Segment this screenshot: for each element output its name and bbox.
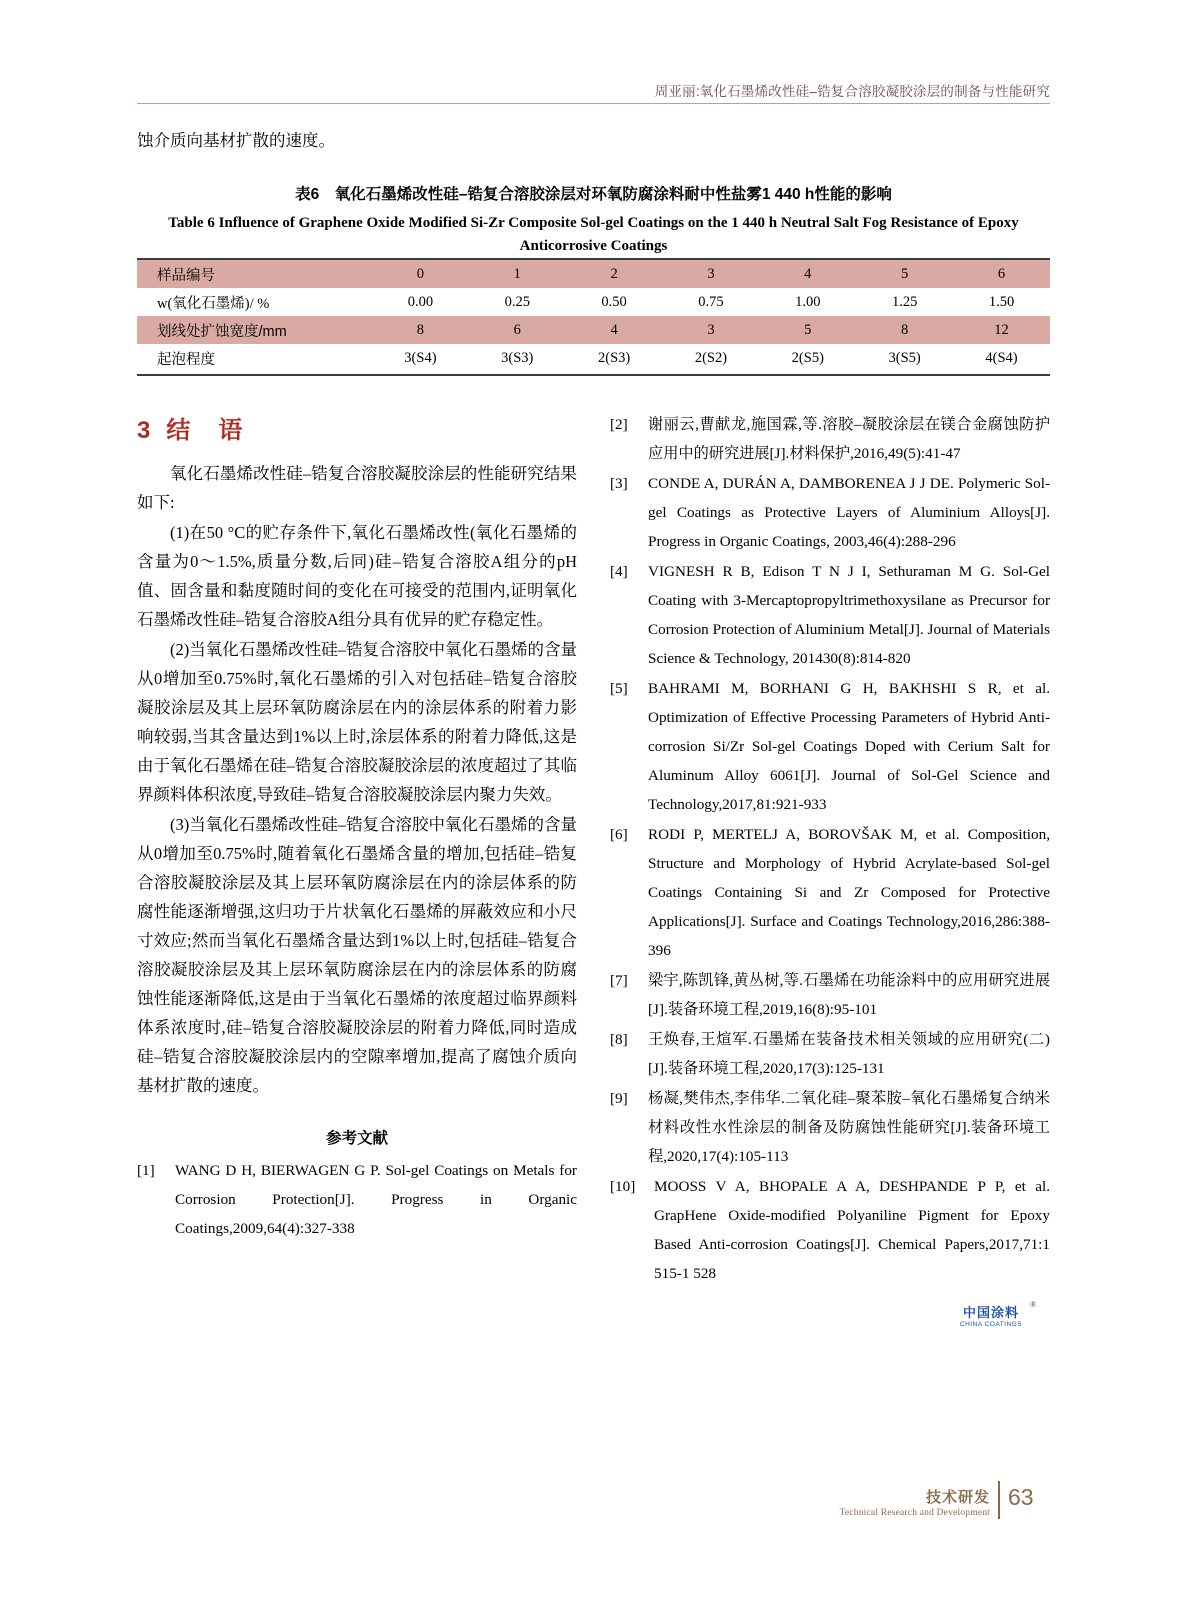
table-row: [137, 288, 1050, 316]
cell: 3(S4): [404, 349, 437, 366]
cell: 3(S5): [888, 349, 921, 366]
left-column: [137, 410, 577, 1244]
cell: 8: [372, 316, 469, 344]
reference-item: [610, 1172, 1050, 1288]
reference-number: [8]: [610, 1031, 628, 1048]
cell: 3: [663, 316, 760, 344]
footer-divider: [998, 1481, 1000, 1519]
cell: 8: [856, 316, 953, 344]
reference-text: 王焕春,王煊军.石墨烯在装备技术相关领域的应用研究(二)[J].装备环境工程,2020,17(3):125-131: [648, 1031, 1050, 1077]
reference-item: [610, 966, 1050, 1024]
cell: 4(S4): [985, 349, 1018, 366]
running-head: 周亚丽:氧化石墨烯改性硅–锆复合溶胶凝胶涂层的制备与性能研究: [654, 84, 1050, 99]
cell: 6: [953, 260, 1050, 288]
trademark-symbol: ®: [1030, 1300, 1037, 1309]
row-label: 样品编号: [137, 260, 372, 288]
reference-text: RODI P, MERTELJ A, BOROVŠAK M, et al. Composition, Structure and Morphology of Hybrid Acrylate-based Sol-gel Coatings Containing Si and Zr Composed for Protective Applications[J]. Surface and Coatings Technology,2016,286:388-396: [648, 826, 1050, 959]
cell: 1.25: [891, 293, 918, 310]
footer-section-cn: 技术研发: [925, 1489, 990, 1506]
cell: 4: [759, 260, 856, 288]
cell: 2(S3): [597, 349, 631, 366]
cell: 0.50: [601, 293, 627, 310]
cell: 4: [566, 316, 663, 344]
reference-number: [4]: [610, 563, 628, 580]
reference-item: [610, 1084, 1050, 1171]
cell: 12: [953, 316, 1050, 344]
table-row: [137, 260, 1050, 288]
page-number: 63: [1008, 1484, 1034, 1510]
cell: 2(S5): [791, 349, 824, 366]
cell: 2: [566, 260, 663, 288]
cell: 2(S2): [694, 349, 728, 366]
reference-number: [10]: [610, 1178, 636, 1195]
reference-number: [7]: [610, 972, 628, 989]
table-caption-chinese: 表6 氧化石墨烯改性硅–锆复合溶胶涂层对环氧防腐涂料耐中性盐雾1 440 h性能的影响: [295, 186, 892, 203]
paragraph: 氧化石墨烯改性硅–锆复合溶胶凝胶涂层的性能研究结果如下:: [137, 464, 577, 512]
paragraph: (3)当氧化石墨烯改性硅–锆复合溶胶中氧化石墨烯的含量从0增加至0.75%时,随着氧化石墨烯含量的增加,包括硅–锆复合溶胶凝胶涂层及其上层环氧防腐涂层在内的涂层体系的防腐性能逐渐增强,这归功于片状氧化石墨烯的屏蔽效应和小尺寸效应;然而当氧化石墨烯含量达到1%以上时,包括硅–锆复合溶胶凝胶涂层及其上层环氧防腐涂层在内的涂层体系的防腐蚀性能逐渐降低,这是由于当氧化石墨烯的浓度超过临界颜料体系浓度时,硅–锆复合溶胶凝胶涂层的附着力降低,同时造成硅–锆复合溶胶凝胶涂层内的空隙率增加,提高了腐蚀介质向基材扩散的速度。: [137, 815, 577, 1095]
cell: 3: [663, 260, 760, 288]
publisher-logo-line2: CHINA COATINGS: [959, 1321, 1023, 1328]
references-heading: 参考文献: [325, 1130, 388, 1147]
paragraph: (1)在50 °C的贮存条件下,氧化石墨烯改性(氧化石墨烯的含量为0～1.5%,质量分数,后同)硅–锆复合溶胶A组分的pH值、固含量和黏度随时间的变化在可接受的范围内,证明氧化石墨烯改性硅–锆复合溶胶A组分具有优异的贮存稳定性。: [137, 523, 577, 629]
table-row: [137, 344, 1050, 372]
reference-text: MOOSS V A, BHOPALE A A, DESHPANDE P P, et al. GrapHene Oxide-modified Polyaniline Pigment for Epoxy Based Anti-corrosion Coatings[J]. Chemical Papers,2017,71:1 515-1 528: [654, 1178, 1050, 1282]
reference-text: WANG D H, BIERWAGEN G P. Sol-gel Coatings on Metals for Corrosion Protection[J]. Progress in Organic Coatings,2009,64(4):327-338: [175, 1162, 577, 1237]
table-row: [137, 316, 1050, 344]
reference-text: 杨凝,樊伟杰,李伟华.二氧化硅–聚苯胺–氧化石墨烯复合纳米材料改性水性涂层的制备及防腐蚀性能研究[J].装备环境工程,2020,17(4):105-113: [648, 1090, 1050, 1165]
cell: 0.25: [504, 293, 530, 310]
cell: 0.00: [407, 293, 434, 310]
reference-item: [610, 469, 1050, 556]
reference-number: [6]: [610, 826, 628, 843]
row-label: 起泡程度: [157, 351, 215, 368]
row-label: 划线处扩蚀宽度/mm: [137, 316, 372, 344]
running-head-rule: [137, 103, 1050, 104]
section-heading: [137, 410, 577, 445]
footer-section-en: Technical Research and Development: [839, 1508, 990, 1518]
continued-paragraph: 蚀介质向基材扩散的速度。: [137, 131, 335, 150]
reference-item: [610, 674, 1050, 819]
cell: 5: [759, 316, 856, 344]
reference-number: [5]: [610, 680, 628, 697]
cell: 1.50: [988, 293, 1015, 310]
reference-text: 谢丽云,曹献龙,施国霖,等.溶胶–凝胶涂层在镁合金腐蚀防护应用中的研究进展[J].材料保护,2016,49(5):41-47: [648, 416, 1050, 462]
row-label: w(氧化石墨烯)/ %: [157, 295, 270, 312]
table-caption-english: Table 6 Influence of Graphene Oxide Modified Si-Zr Composite Sol-gel Coatings on the 1 440 h Neutral Salt Fog Resistance of Epoxy Anticorrosive Coatings: [168, 215, 1019, 254]
reference-number: [1]: [137, 1162, 155, 1179]
cell: 3(S3): [501, 349, 534, 366]
cell: 1: [469, 260, 566, 288]
reference-text: 梁宇,陈凯锋,黄丛树,等.石墨烯在功能涂料中的应用研究进展[J].装备环境工程,2019,16(8):95-101: [648, 972, 1050, 1018]
reference-item: [610, 820, 1050, 965]
section-number: 3: [137, 417, 153, 444]
cell: 0: [372, 260, 469, 288]
reference-item: [610, 410, 1050, 468]
paragraph: (2)当氧化石墨烯改性硅–锆复合溶胶中氧化石墨烯的含量从0增加至0.75%时,氧化石墨烯的引入对包括硅–锆复合溶胶凝胶涂层及其上层环氧防腐涂层在内的涂层体系的附着力影响较弱,当其含量达到1%以上时,涂层体系的附着力降低,这是由于氧化石墨烯在硅–锆复合溶胶凝胶涂层的浓度超过了其临界颜料体积浓度,导致硅–锆复合溶胶凝胶涂层内聚力失效。: [137, 640, 577, 804]
reference-text: CONDE A, DURÁN A, DAMBORENEA J J DE. Polymeric Sol-gel Coatings as Protective Layers of Aluminium Alloys[J]. Progress in Organic Coatings, 2003,46(4):288-296: [648, 475, 1050, 550]
reference-number: [2]: [610, 416, 628, 433]
cell: 5: [856, 260, 953, 288]
section-title: 结 语: [166, 417, 245, 444]
table-bottom-rule: [137, 374, 1050, 376]
reference-number: [9]: [610, 1090, 628, 1107]
reference-item: [610, 557, 1050, 673]
reference-text: BAHRAMI M, BORHANI G H, BAKHSHI S R, et al. Optimization of Effective Processing Parameters of Hybrid Anti-corrosion Si/Zr Sol-gel Coatings Doped with Cerium Salt for Aluminum Alloy 6061[J]. Journal of Sol-Gel Science and Technology,2017,81:921-933: [648, 680, 1050, 813]
cell: 1.00: [795, 293, 821, 310]
reference-text: VIGNESH R B, Edison T N J I, Sethuraman M G. Sol-Gel Coating with 3-Mercaptopropyltrimethoxysilane as Precursor for Corrosion Protection of Aluminium Metal[J]. Journal of Materials Science & Technology, 201430(8):814-820: [648, 563, 1050, 667]
publisher-logo: [948, 1297, 1037, 1333]
reference-item: [137, 1156, 577, 1243]
publisher-logo-line1: 中国涂料: [962, 1305, 1019, 1320]
right-column: [610, 410, 1050, 1289]
cell: 0.75: [698, 293, 724, 310]
reference-number: [3]: [610, 475, 628, 492]
reference-item: [610, 1025, 1050, 1083]
cell: 6: [469, 316, 566, 344]
results-table: [137, 260, 1050, 372]
